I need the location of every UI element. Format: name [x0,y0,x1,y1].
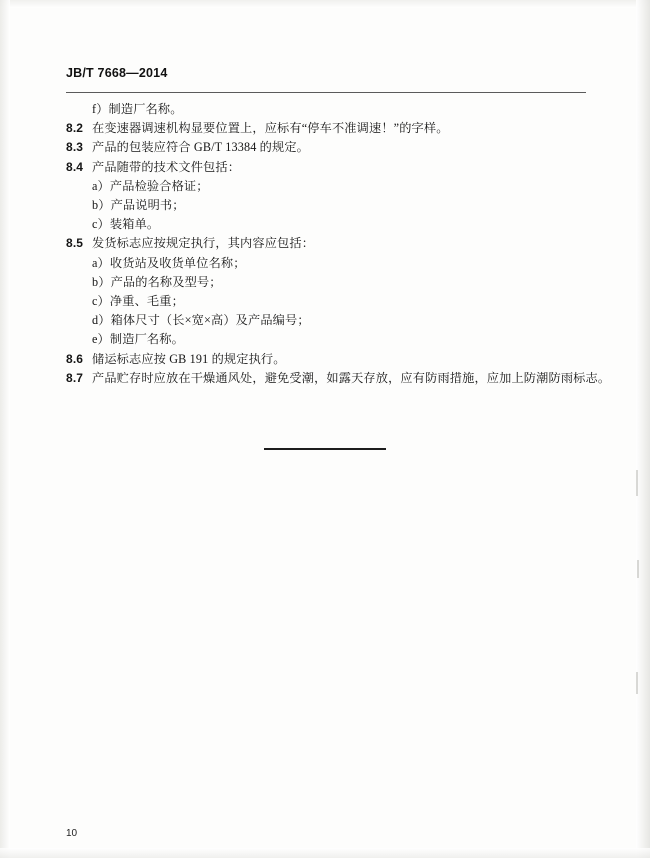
clause-8-6 [66,350,586,369]
clause-text: a）产品检验合格证； [92,178,209,193]
clause-text: 产品贮存时应放在干燥通风处，避免受潮，如露天存放，应有防雨措施，应加上防潮防雨标志。 [92,370,611,385]
scan-edge-right [636,0,650,858]
clause-text: b）产品说明书； [92,198,185,213]
scan-speck [636,470,638,496]
clause-8-5 [66,234,586,253]
clause-text: c）装箱单。 [92,217,160,232]
clause-8-4-item-c [66,215,586,234]
clause-8-7 [66,369,611,388]
scan-edge-left [0,0,10,858]
clause-text: a）收货站及收货单位名称； [92,255,246,270]
clause-text: e）制造厂名称。 [92,332,184,347]
clause-text: 产品随带的技术文件包括： [92,159,241,174]
document-body [66,100,611,388]
clause-text: 储运标志应按 GB 191 的规定执行。 [92,351,286,366]
clause-text: f）制造厂名称。 [92,102,183,116]
scan-speck [636,672,638,694]
end-of-document-rule-container [0,437,650,455]
scan-speck [637,560,639,578]
clause-8-2 [66,119,586,138]
clause-text: 发货标志应按规定执行，其内容应包括： [92,236,315,251]
clause-8-4-item-b [66,196,586,215]
clause-8-5-item-d [66,311,586,330]
page-number: 10 [66,828,78,839]
clause-8-4 [66,158,586,177]
scan-edge-bottom [0,848,650,858]
clause-text: 在变速器调速机构显要位置上，应标有“停车不准调速！”的字样。 [92,121,449,136]
page-header-standard-number: JB/T 7668—2014 [66,66,168,80]
clause-8-5-item-a [66,254,586,273]
clause-8-5-item-e [66,330,586,349]
clause-text: d）箱体尺寸（长×宽×高）及产品编号； [92,313,310,328]
clause-number: 8.2 [66,121,84,136]
clause-8-5-item-c [66,292,586,311]
end-of-document-rule [264,448,386,450]
clause-number: 8.6 [66,351,84,366]
header-divider [66,92,586,93]
clause-number: 8.7 [66,370,84,385]
clause-8-4-item-a [66,177,586,196]
clause-text: b）产品的名称及型号； [92,274,222,289]
clause-8-3 [66,138,586,157]
clause-number: 8.5 [66,236,84,251]
scan-edge-top [0,0,650,8]
clause-number: 8.4 [66,159,84,174]
clause-item-f [66,100,586,119]
clause-number: 8.3 [66,140,84,155]
clause-8-5-item-b [66,273,586,292]
clause-text: c）净重、毛重； [92,294,184,309]
clause-text: 产品的包装应符合 GB/T 13384 的规定。 [92,140,309,155]
